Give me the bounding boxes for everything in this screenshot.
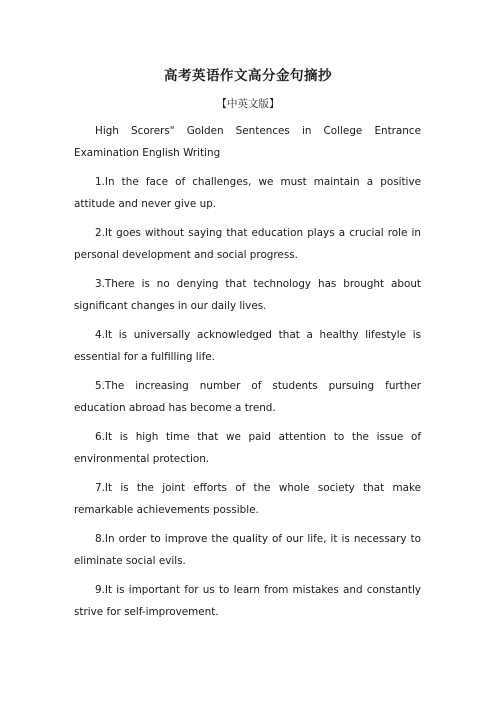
- intro-paragraph: High Scorers" Golden Sentences in College Entrance Examination English Writing: [74, 125, 421, 159]
- sentence-6: 6.It is high time that we paid attention to the issue of environmental protection.: [74, 431, 421, 465]
- sentence-7: 7.It is the joint efforts of the whole society that make remarkable achievements possible.: [74, 482, 421, 516]
- sentence-5: 5.The increasing number of students pursuing further education abroad has become a trend.: [74, 380, 421, 414]
- sentence-3: 3.There is no denying that technology has brought about significant changes in our daily lives.: [74, 278, 421, 312]
- sentence-9: 9.It is important for us to learn from mistakes and constantly strive for self-improvement.: [74, 584, 421, 618]
- sentence-4: 4.It is universally acknowledged that a healthy lifestyle is essential for a fulfilling life.: [74, 329, 421, 363]
- sentence-8: 8.In order to improve the quality of our life, it is necessary to eliminate social evils.: [74, 533, 421, 567]
- sentence-2: 2.It goes without saying that education plays a crucial role in personal development and social progress.: [74, 227, 421, 261]
- sentence-1: 1.In the face of challenges, we must maintain a positive attitude and never give up.: [74, 176, 421, 210]
- document-body: [74, 120, 421, 630]
- document-title: 高考英语作文高分金句摘抄: [164, 68, 332, 84]
- document-subtitle: 【中英文版】: [216, 98, 280, 110]
